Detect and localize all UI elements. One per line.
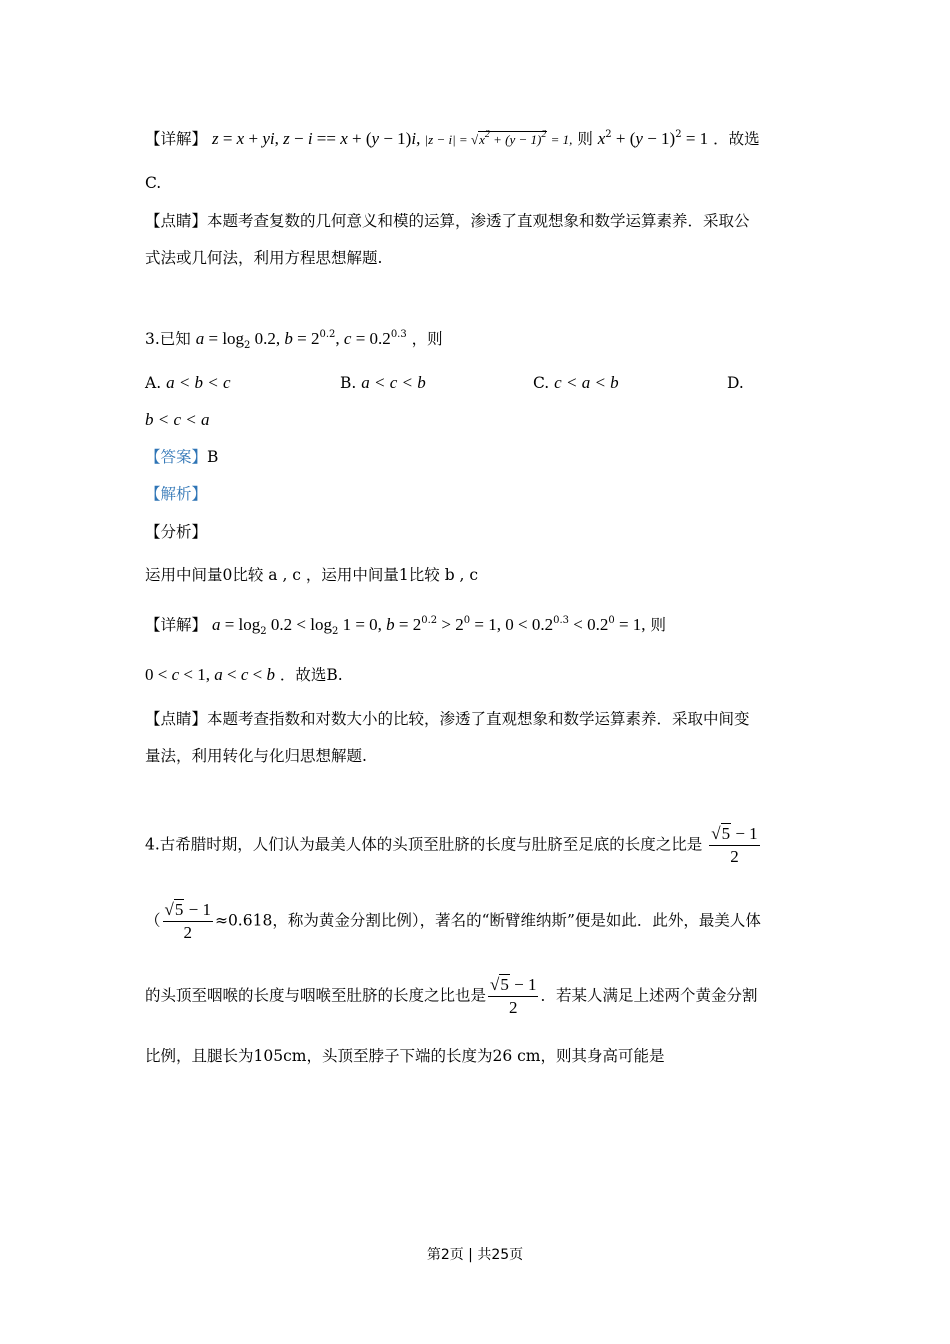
choose-word: ．故选 xyxy=(713,130,760,148)
fenxi-tag: 【分析】 xyxy=(145,523,208,541)
page-footer: 第2页 | 共25页 xyxy=(426,1247,524,1263)
sqrt-expr: $√x^2 + (y - 1)^2$ xyxy=(470,129,547,147)
fenxi-tag-line xyxy=(145,521,207,543)
q3-detail-line-2: 0 < c < 1, a < c < b ．故选B. xyxy=(145,665,343,684)
answer-tag: 【答案】 xyxy=(145,448,208,466)
detail-tag: 【详解】 xyxy=(145,616,208,634)
answer-value: B xyxy=(207,448,219,466)
option-d: b < c < a xyxy=(145,410,210,429)
insight-tag: 【点睛】 xyxy=(145,710,208,728)
question-4-line-2: （ $\frac{√5 - 1}{2}$ ≈0.618，称为黄金分割比例），著名的“断臂维纳斯”便是如此．此外，最美人体 xyxy=(145,900,761,942)
insight-line-1: 【点睛】本题考查复数的几何意义和模的运算，渗透了直观想象和数学运算素养．采取公 xyxy=(145,212,750,230)
q3-insight-1: 【点睛】本题考查指数和对数大小的比较，渗透了直观想象和数学运算素养．采取中间变 xyxy=(145,710,750,728)
golden-ratio-fraction: $\frac{√5 - 1}{2}$ xyxy=(164,900,211,942)
q3-detail-line: 【详解】 $a = \log_2 0.2 < \log_2 1 = 0$, $b = 2^{0.2} > 2^0 = 1$, $0 < 0.2^{0.3} < 0.2^0 = 1$, 则 xyxy=(145,615,666,637)
analysis-tag-line xyxy=(145,483,207,505)
then-word: 则 xyxy=(577,130,598,148)
fenxi-text: 运用中间量0比较 a , c ，运用中间量1比较 b , c xyxy=(145,566,479,584)
math-circle-eq: x xyxy=(597,129,606,148)
detail-line-q2: 【详解】 z = x + yi, z − i == x + (y − 1)i, $|z - i| = √x^2 + (y - 1)^2 = 1$, 则 $x^2 + (y - 1)^2 = 1$ ．故选 xyxy=(145,128,760,151)
golden-ratio-fraction: $\frac{√5 - 1}{2}$ xyxy=(711,824,758,866)
insight-tag: 【点睛】 xyxy=(145,212,208,230)
insight-line-2: 式法或几何法，利用方程思想解题. xyxy=(145,249,383,267)
golden-ratio-fraction: $\frac{√5 - 1}{2}$ xyxy=(490,975,537,1017)
option-a: A. a < b < c xyxy=(145,373,231,392)
question-4-line-4: 比例，且腿长为105cm，头顶至脖子下端的长度为26 cm，则其身高可能是 xyxy=(145,1047,665,1065)
detail-tag: 【详解】 xyxy=(145,130,208,148)
math-z-def: z xyxy=(211,129,219,148)
option-d-label: D. xyxy=(727,374,744,392)
question-4-line-1: 4.古希腊时期，人们认为最美人体的头顶至肚脐的长度与肚脐至足底的长度之比是 $\frac{√5 - 1}{2}$ xyxy=(145,824,758,866)
question-3-stem: 3.已知 $a = \log_2 0.2$, $b = 2^{0.2}$, $c = 0.2^{0.3}$ ，则 xyxy=(145,329,443,351)
option-b: B. a < c < b xyxy=(340,373,426,392)
answer-line xyxy=(145,446,218,468)
math-abs: |z − i| = xyxy=(424,132,471,147)
option-c: C. c < a < b xyxy=(533,373,619,392)
question-4-line-3: 的头顶至咽喉的长度与咽喉至肚脐的长度之比也是 $\frac{√5 - 1}{2}$ ．若某人满足上述两个黄金分割 xyxy=(145,975,758,1017)
analysis-tag: 【解析】 xyxy=(145,485,208,503)
answer-continuation: C. xyxy=(145,174,162,192)
q3-insight-2: 量法，利用转化与化归思想解题. xyxy=(145,747,367,765)
